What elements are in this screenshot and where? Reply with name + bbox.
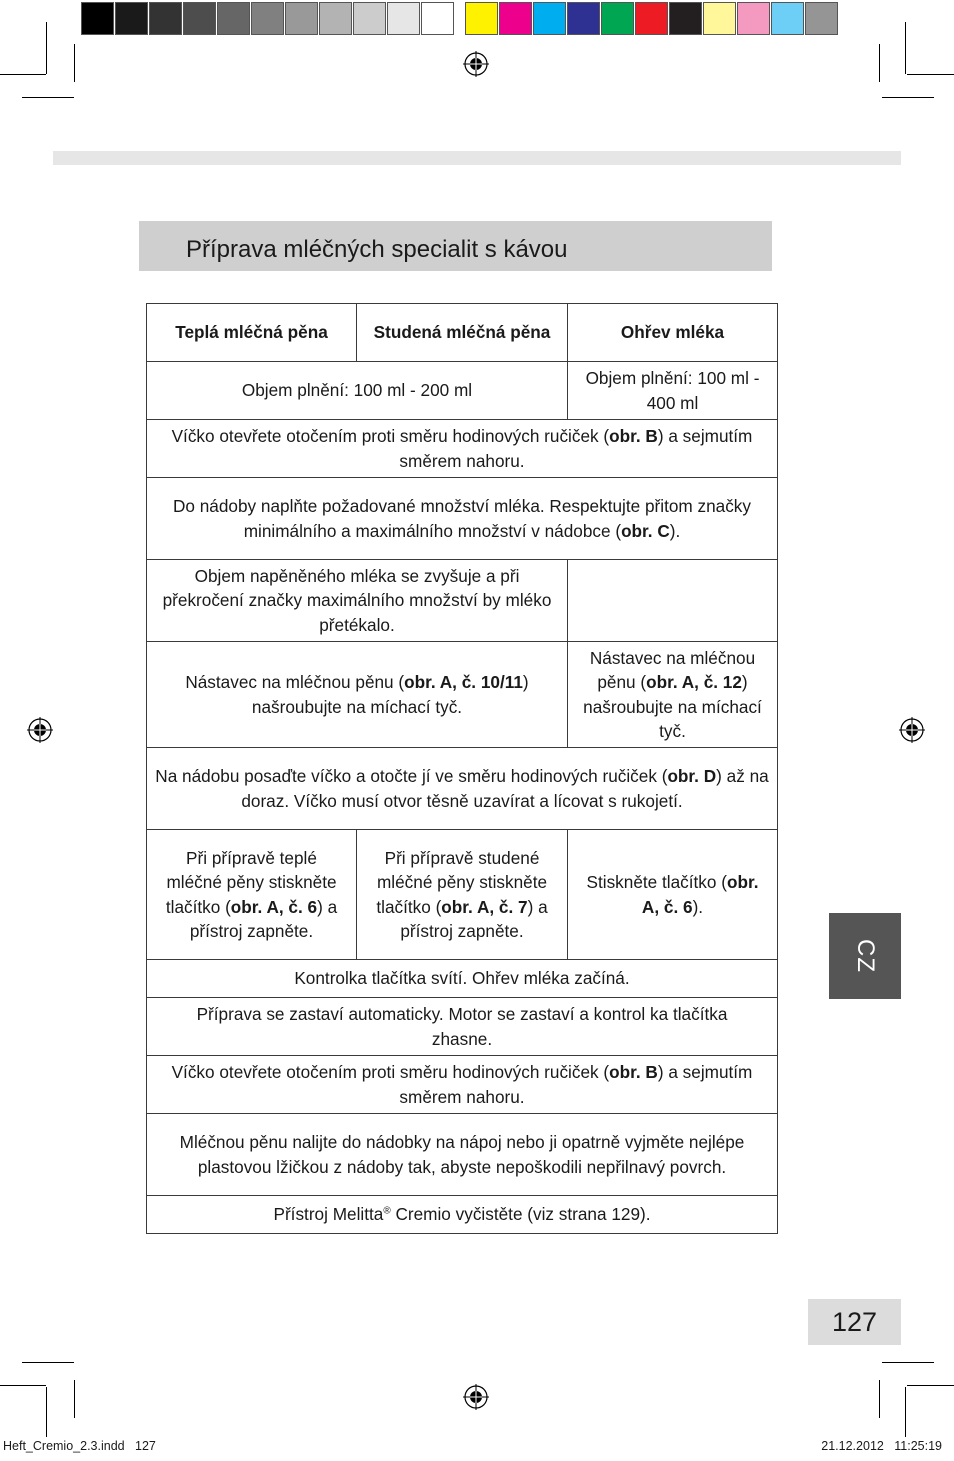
color-swatch xyxy=(217,2,250,35)
milk-specialities-table xyxy=(146,303,778,1234)
page-title: Příprava mléčných specialit s kávou xyxy=(139,221,772,271)
table-row xyxy=(147,960,778,998)
table-row xyxy=(147,478,778,560)
heat-attachment-step: Nástavec na mléčnou pěnu (obr. A, č. 12) našroubujte na míchací tyč. xyxy=(568,642,778,748)
fill-volume-heat: Objem plnění: 100 ml - 400 ml xyxy=(568,362,778,420)
table-row xyxy=(147,1196,778,1234)
crop-mark xyxy=(907,74,954,75)
warm-button-step: Při přípravě teplé mléčné pěny stiskněte tlačítko (obr. A, č. 6) a přístroj zapněte. xyxy=(147,830,357,960)
crop-mark xyxy=(907,1385,954,1386)
color-swatch xyxy=(183,2,216,35)
lid-open-again-step: Víčko otevřete otočením proti směru hodinových ručiček (obr. B) a sejmutím směrem nahoru. xyxy=(147,1056,778,1114)
lid-open-step: Víčko otevřete otočením proti směru hodinových ručiček (obr. B) a sejmutím směrem nahoru. xyxy=(147,420,778,478)
auto-stop-step: Příprava se zastaví automaticky. Motor se zastaví a kontrol ka tlačítka zhasne. xyxy=(147,998,778,1056)
color-swatch xyxy=(465,2,498,35)
crop-mark xyxy=(74,44,75,82)
table-row xyxy=(147,1114,778,1196)
registration-mark-icon xyxy=(899,717,925,743)
color-swatch xyxy=(703,2,736,35)
table-row xyxy=(147,748,778,830)
table-row xyxy=(147,362,778,420)
table-row xyxy=(147,642,778,748)
footer-timestamp: 21.12.2012 11:25:19 xyxy=(821,1439,942,1453)
registration-mark-icon xyxy=(463,51,489,77)
color-swatch xyxy=(635,2,668,35)
crop-mark xyxy=(0,74,46,75)
registration-mark-icon xyxy=(27,717,53,743)
lid-close-step: Na nádobu posaďte víčko a otočte jí ve směru hodinových ručiček (obr. D) až na doraz. Víčko musí otvor těsně uzavírat a lícovat s rukojetí. xyxy=(147,748,778,830)
heat-button-step: Stiskněte tlačítko (obr. A, č. 6). xyxy=(568,830,778,960)
clean-step: Přístroj Melitta® Cremio vyčistěte (viz strana 129). xyxy=(147,1196,778,1234)
header-strip xyxy=(53,151,901,165)
color-swatch xyxy=(115,2,148,35)
fill-milk-step: Do nádoby naplňte požadované množství mléka. Respektujte přitom značky minimálního a maximálního množství v nádobce (obr. C). xyxy=(147,478,778,560)
color-swatch xyxy=(387,2,420,35)
table-row xyxy=(147,560,778,642)
crop-mark xyxy=(882,1362,934,1363)
color-swatch xyxy=(737,2,770,35)
color-swatch xyxy=(567,2,600,35)
page-number: 127 xyxy=(808,1299,901,1345)
cold-button-step: Při přípravě studené mléčné pěny stiskněte tlačítko (obr. A, č. 7) a přístroj zapněte. xyxy=(357,830,568,960)
foam-volume-note: Objem napěněného mléka se zvyšuje a při překročení značky maximálního množství by mléko přetékalo. xyxy=(147,560,568,642)
table-header-row xyxy=(147,304,778,362)
crop-mark xyxy=(879,1380,880,1418)
table-row xyxy=(147,830,778,960)
crop-mark xyxy=(905,22,906,74)
color-swatch xyxy=(353,2,386,35)
color-calibration-bar xyxy=(81,2,839,38)
header-heat-milk: Ohřev mléka xyxy=(568,304,778,362)
table-row xyxy=(147,998,778,1056)
registration-mark-icon xyxy=(463,1384,489,1410)
crop-mark xyxy=(905,1387,906,1437)
table-row xyxy=(147,420,778,478)
table-row xyxy=(147,1056,778,1114)
footer-filename: Heft_Cremio_2.3.indd 127 xyxy=(3,1439,156,1453)
crop-mark xyxy=(882,97,934,98)
crop-mark xyxy=(22,1362,74,1363)
swatch-gap xyxy=(455,2,465,38)
crop-mark xyxy=(879,44,880,82)
color-swatch xyxy=(421,2,454,35)
color-swatch xyxy=(805,2,838,35)
fill-volume-foam: Objem plnění: 100 ml - 200 ml xyxy=(147,362,568,420)
color-swatch xyxy=(771,2,804,35)
header-warm-foam: Teplá mléčná pěna xyxy=(147,304,357,362)
pour-step: Mléčnou pěnu nalijte do nádobky na nápoj nebo ji opatrně vyjměte nejlépe plastovou lžičkou z nádoby tak, abyste nepoškodili nepřilnavý povrch. xyxy=(147,1114,778,1196)
color-swatch xyxy=(601,2,634,35)
crop-mark xyxy=(0,1385,46,1386)
crop-mark xyxy=(46,1387,47,1437)
color-swatch xyxy=(149,2,182,35)
color-swatch xyxy=(319,2,352,35)
indicator-step: Kontrolka tlačítka svítí. Ohřev mléka začíná. xyxy=(147,960,778,998)
color-swatch xyxy=(81,2,114,35)
crop-mark xyxy=(74,1380,75,1418)
color-swatch xyxy=(499,2,532,35)
color-swatch xyxy=(251,2,284,35)
color-swatch xyxy=(285,2,318,35)
foam-attachment-step: Nástavec na mléčnou pěnu (obr. A, č. 10/11) našroubujte na míchací tyč. xyxy=(147,642,568,748)
language-tab: CZ xyxy=(829,913,901,999)
crop-mark xyxy=(46,22,47,74)
color-swatch xyxy=(533,2,566,35)
header-cold-foam: Studená mléčná pěna xyxy=(357,304,568,362)
color-swatch xyxy=(669,2,702,35)
empty-cell xyxy=(568,560,778,642)
crop-mark xyxy=(22,97,74,98)
